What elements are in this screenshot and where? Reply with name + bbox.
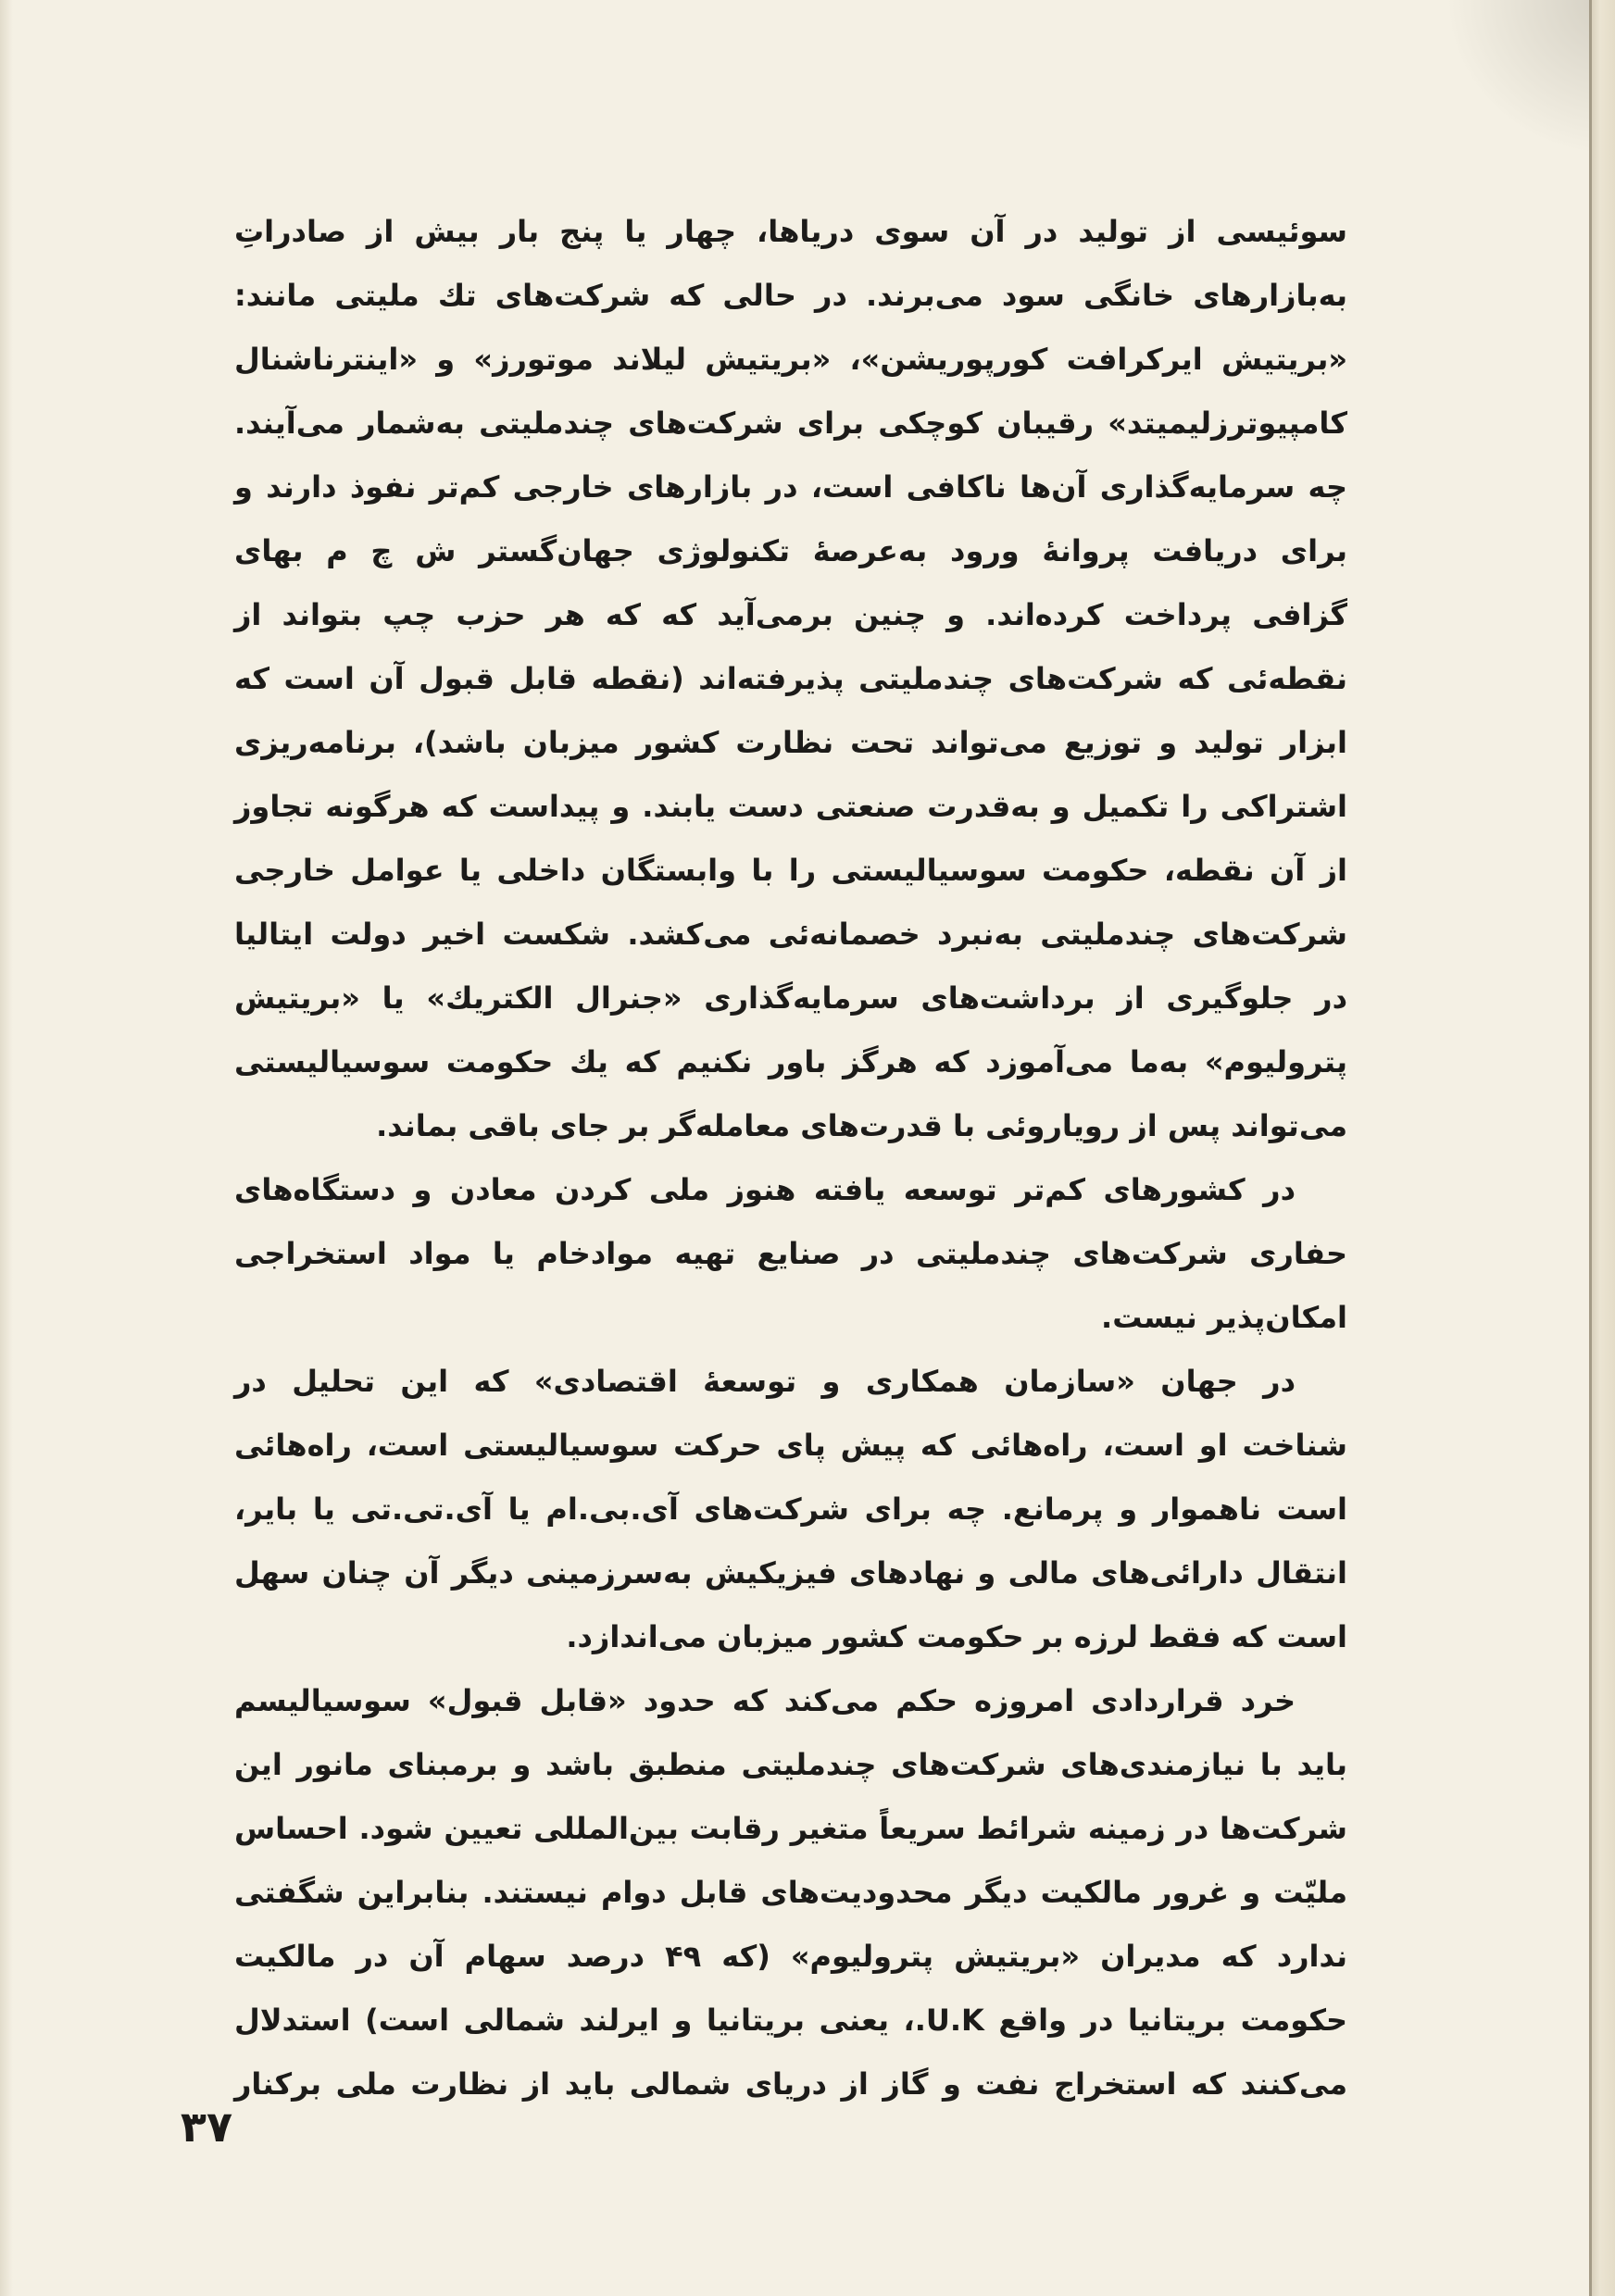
text-line: اشتراکی را تکمیل و به‌قدرت صنعتی دست یابند. و پیداست که هرگونه تجاوز [234,789,1347,824]
text-line: نقطه‌ئی که شرکت‌های چندملیتی پذیرفته‌اند (نقطه قابل قبول آن است که [234,661,1347,696]
text-line: در جهان «سازمان همکاری و توسعهٔ اقتصادی» که این تحلیل در [234,1364,1296,1399]
text-line: ندارد که مدیران «بریتیش پترولیوم» (که ۴۹ درصد سهام آن در مالکیت [234,1939,1348,1974]
text-line: برای دریافت پروانهٔ ورود به‌عرصهٔ تکنولوژی جهان‌گستر ش چ م بهای [234,533,1347,568]
text-line: گزافی پرداخت کرده‌اند. و چنین برمی‌آید که که هر حزب چپ بتواند از [234,597,1347,632]
paragraph [234,1158,1347,1350]
paragraph [234,1350,1347,1669]
text-line: باید با نیازمندی‌های شرکت‌های چندملیتی منطبق باشد و برمبنای مانور این [234,1747,1347,1782]
text-line: سوئیسی از تولید در آن سوی دریاها، چهار یا پنج بار بیش از صادراتِ [234,214,1347,249]
page-left-shadow [0,0,13,2296]
text-line: انتقال دارائی‌های مالی و نهادهای فیزیکیش به‌سرزمینی دیگر آن چنان سهل [234,1555,1347,1591]
text-line: «بریتیش ایرکرافت کورپوریشن»، «بریتیش لیلاند موتورز» و «اینترناشنال [234,342,1347,377]
paragraph-continued [234,200,1347,1158]
text-line: خرد قراردادی امروزه حکم می‌کند که حدود «قابل قبول» سوسیالیسم [234,1683,1296,1718]
text-line: است ناهموار و پرمانع. چه برای شرکت‌های آی.بی.ام یا آی.تی.تی یا بایر، [234,1491,1347,1527]
text-line: حفاری شرکت‌های چندملیتی در صنایع تهیه موادخام یا مواد استخراجی [234,1236,1347,1271]
text-line: می‌کنند که استخراج نفت و گاز از دریای شمالی باید از نظارت ملی برکنار [234,2066,1347,2102]
paragraph [234,1669,1347,2116]
text-line: چه سرمایه‌گذاری آن‌ها ناکافی است، در بازارهای خارجی کم‌تر نفوذ دارند و [234,469,1347,505]
text-line: در کشورهای کم‌تر توسعه یافته هنوز ملی کردن معادن و دستگاه‌های [234,1172,1296,1207]
text-line: شناخت او است، راه‌هائی که پیش پای حرکت سوسیالیستی است، راه‌هائی [234,1428,1347,1463]
text-line: شرکت‌ها در زمینه شرائط سریعاً متغیر رقابت بین‌المللی تعیین شود. احساس [234,1811,1347,1846]
page-number: ۳۷ [180,2102,233,2152]
page-edge-strip [1592,0,1615,2296]
text-line: امکان‌پذیر نیست. [1101,1300,1347,1335]
text-line: به‌بازارهای خانگی سود می‌برند. در حالی که شرکت‌های تك ملیتی مانند: [234,278,1347,313]
text-line: از آن نقطه، حکومت سوسیالیستی را با وابستگان داخلی یا عوامل خارجی [234,853,1347,888]
text-line: شرکت‌های چندملیتی به‌نبرد خصمانه‌ئی می‌کشد. شکست اخیر دولت ایتالیا [234,917,1347,952]
text-line: ملیّت و غرور مالکیت دیگر محدودیت‌های قابل دوام نیستند. بنابراین شگفتی [234,1875,1347,1910]
text-line: کامپیوترزلیمیتد» رقیبان کوچکی برای شرکت‌های چندملیتی به‌شمار می‌آیند. [234,406,1347,441]
text-line: در جلوگیری از برداشت‌های سرمایه‌گذاری «جنرال الکتریك» یا «بریتیش [234,980,1347,1016]
text-line: حکومت بریتانیا در واقع U.K.، یعنی بریتانیا و ایرلند شمالی است) استدلال [234,2003,1348,2038]
text-line: می‌تواند پس از رویاروئی با قدرت‌های معامله‌گر بر جای باقی بماند. [376,1108,1347,1143]
text-line: ابزار تولید و توزیع می‌تواند تحت نظارت کشور میزبان باشد)، برنامه‌ریزی [234,725,1347,760]
text-line: است که فقط لرزه بر حکومت کشور میزبان می‌اندازد. [566,1619,1347,1654]
text-line: پترولیوم» به‌ما می‌آموزد که هرگز باور نکنیم که یك حکومت سوسیالیستی [234,1044,1347,1079]
text-block [234,200,1347,2116]
